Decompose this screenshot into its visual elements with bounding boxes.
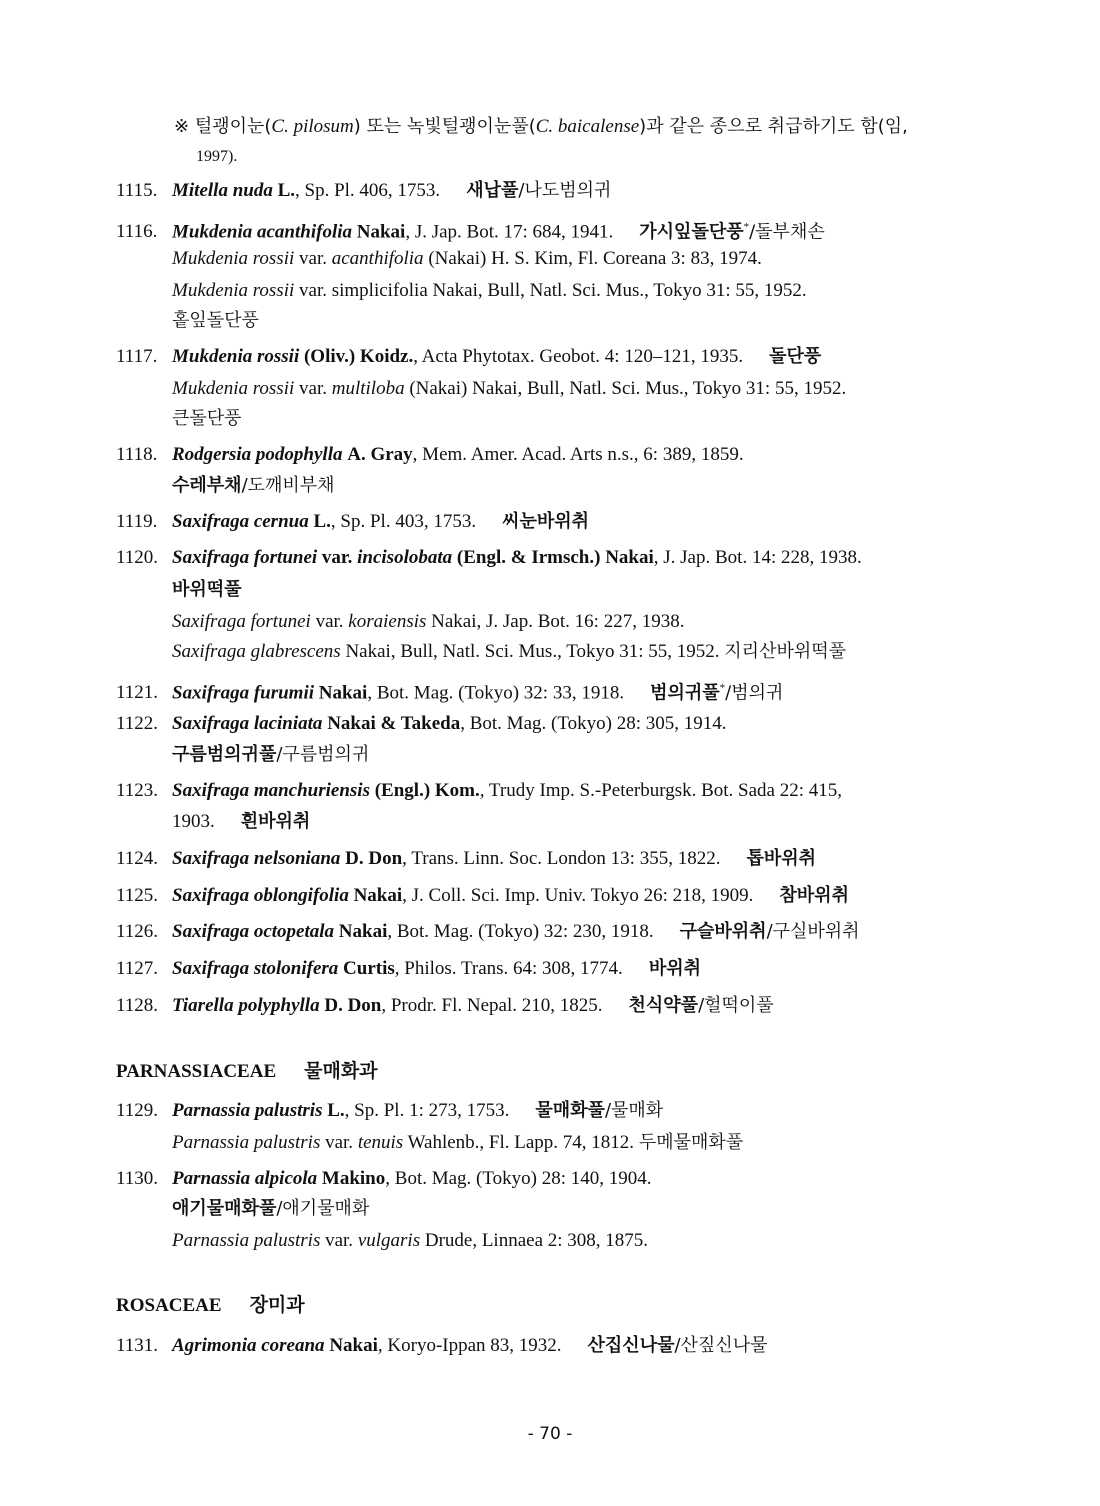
entry-1130-korean: 애기물매화풀/애기물매화 <box>172 1198 370 1219</box>
entry-1117: 1117. Mukdenia rossii (Oliv.) Koidz., Acta Phytotax. Geobot. 4: 120‒121, 1935. 돌단풍 <box>116 346 822 367</box>
entry-1122-korean: 구름범의귀풀/구름범의귀 <box>172 744 370 765</box>
synonym-line: Mukdenia rossii var. multiloba (Nakai) Nakai, Bull, Natl. Sci. Mus., Tokyo 31: 55, 1952. <box>172 378 847 399</box>
family-heading: ROSACEAE 장미과 <box>116 1294 305 1316</box>
synonym-line: Saxifraga glabrescens Nakai, Bull, Natl. Sci. Mus., Tokyo 31: 55, 1952. 지리산바위떡풀 <box>172 641 847 662</box>
synonym-korean: 홑잎돌단풍 <box>172 310 259 331</box>
entry-1129: 1129. Parnassia palustris L., Sp. Pl. 1: 273, 1753. 물매화풀/물매화 <box>116 1100 664 1121</box>
entry-1127: 1127. Saxifraga stolonifera Curtis, Philos. Trans. 64: 308, 1774. 바위취 <box>116 958 701 979</box>
entry-1122: 1122. Saxifraga laciniata Nakai & Takeda, Bot. Mag. (Tokyo) 28: 305, 1914. <box>116 713 727 734</box>
entry-1130: 1130. Parnassia alpicola Makino, Bot. Mag. (Tokyo) 28: 140, 1904. <box>116 1168 652 1189</box>
synonym-line: Saxifraga fortunei var. koraiensis Nakai, J. Jap. Bot. 16: 227, 1938. <box>172 611 685 632</box>
synonym-line: Mukdenia rossii var. simplicifolia Nakai, Bull, Natl. Sci. Mus., Tokyo 31: 55, 1952. <box>172 280 807 301</box>
entry-1120: 1120. Saxifraga fortunei var. incisolobata (Engl. & Irmsch.) Nakai, J. Jap. Bot. 14: 228, 1938. <box>116 547 862 568</box>
entry-1115: 1115. Mitella nuda L., Sp. Pl. 406, 1753. 새납풀/나도범의귀 <box>116 180 612 201</box>
family-heading: PARNASSIACEAE 물매화과 <box>116 1060 378 1082</box>
synonym-line: Parnassia palustris var. vulgaris Drude, Linnaea 2: 308, 1875. <box>172 1230 649 1251</box>
entry-1123-cont: 1903. 흰바위취 <box>172 811 311 832</box>
entry-1124: 1124. Saxifraga nelsoniana D. Don, Trans. Linn. Soc. London 13: 355, 1822. 톱바위취 <box>116 848 817 869</box>
entry-1120-korean: 바위떡풀 <box>172 579 242 600</box>
entry-1118-korean: 수레부채/도깨비부채 <box>172 475 335 496</box>
synonym-line: Mukdenia rossii var. acanthifolia (Nakai) H. S. Kim, Fl. Coreana 3: 83, 1974. <box>172 248 762 269</box>
page-number: - 70 - <box>527 1424 573 1444</box>
synonym-line: Parnassia palustris var. tenuis Wahlenb., Fl. Lapp. 74, 1812. 두메물매화풀 <box>172 1132 744 1153</box>
entry-1119: 1119. Saxifraga cernua L., Sp. Pl. 403, 1753. 씨눈바위취 <box>116 511 590 532</box>
entry-1118: 1118. Rodgersia podophylla A. Gray, Mem. Amer. Acad. Arts n.s., 6: 389, 1859. <box>116 444 744 465</box>
entry-1128: 1128. Tiarella polyphylla D. Don, Prodr. Fl. Nepal. 210, 1825. 천식약풀/헐떡이풀 <box>116 995 774 1016</box>
note-year: 1997). <box>196 148 238 165</box>
entry-1131: 1131. Agrimonia coreana Nakai, Koryo-Ippan 83, 1932. 산집신나물/산짚신나물 <box>116 1335 768 1356</box>
note-line: ※ 털괭이눈(C. pilosum) 또는 녹빛털괭이눈풀(C. baicalense)과 같은 종으로 취급하기도 함(임, <box>174 116 908 137</box>
entry-1121: 1121. Saxifraga furumii Nakai, Bot. Mag. (Tokyo) 32: 33, 1918. 범의귀풀*/범의귀 <box>116 682 784 704</box>
entry-1126: 1126. Saxifraga octopetala Nakai, Bot. Mag. (Tokyo) 32: 230, 1918. 구슬바위취/구실바위취 <box>116 921 860 942</box>
entry-1116: 1116. Mukdenia acanthifolia Nakai, J. Jap. Bot. 17: 684, 1941. 가시잎돌단풍*/돌부채손 <box>116 221 825 243</box>
synonym-korean: 큰돌단풍 <box>172 408 242 429</box>
entry-1123: 1123. Saxifraga manchuriensis (Engl.) Kom., Trudy Imp. S.-Peterburgsk. Bot. Sada 22: 415, <box>116 780 843 801</box>
entry-1125: 1125. Saxifraga oblongifolia Nakai, J. Coll. Sci. Imp. Univ. Tokyo 26: 218, 1909. 참바위취 <box>116 885 849 906</box>
